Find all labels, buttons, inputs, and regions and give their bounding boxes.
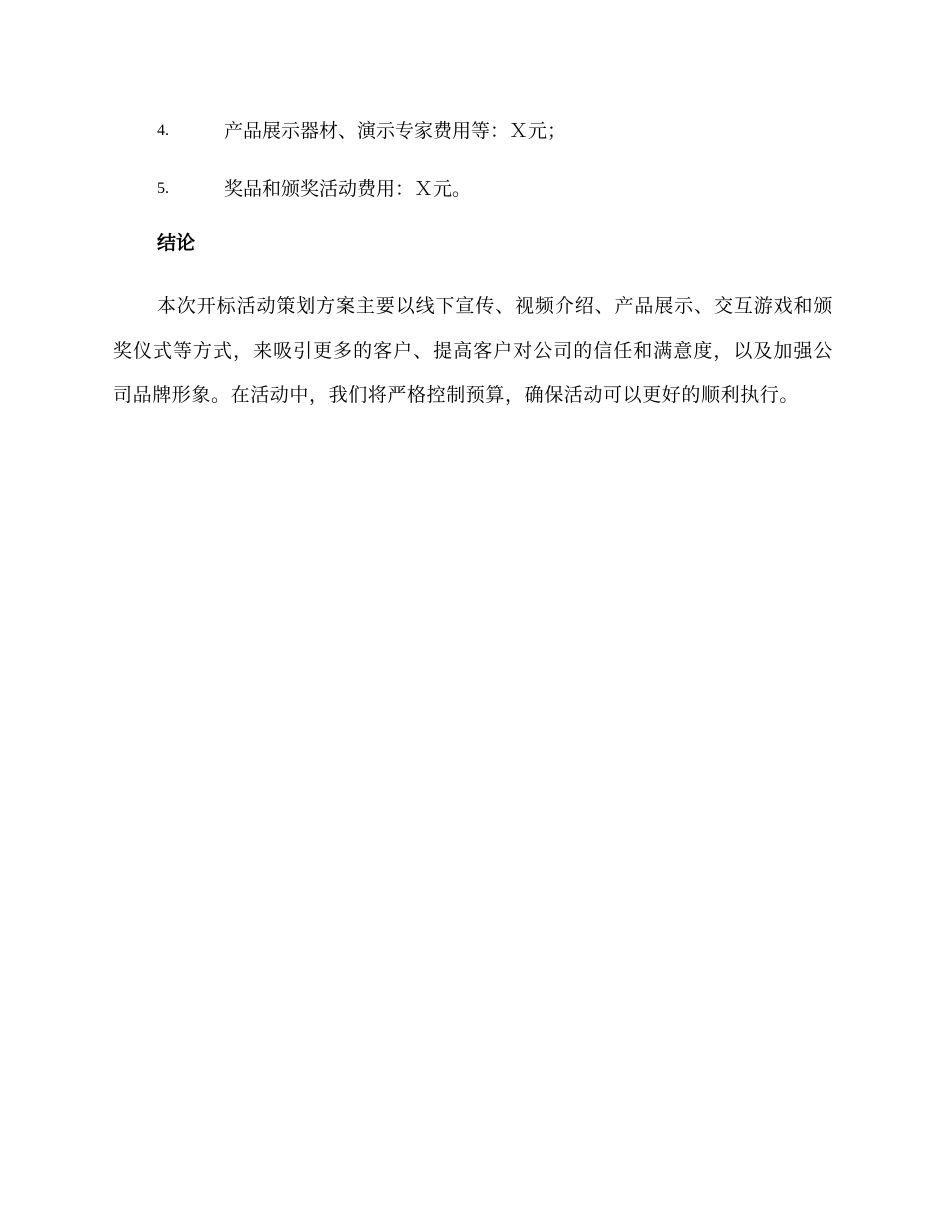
list-item-text: 奖品和颁奖活动费用：Ｘ元。 [224, 178, 472, 200]
list-item-text: 产品展示器材、演示专家费用等：Ｘ元； [224, 120, 567, 142]
conclusion-heading: 结论 [157, 232, 196, 254]
list-item [0, 119, 950, 159]
conclusion-paragraph: 本次开标活动策划方案主要以线下宣传、视频介绍、产品展示、交互游戏和颁奖仪式等方式，来吸引更多的客户、提高客户对公司的信任和满意度，以及加强公司品牌形象。在活动中，我们将严格控制预算，确保活动可以更好的顺利执行。 [113, 295, 833, 406]
list-item-number: 5. [157, 180, 169, 197]
list-item-number: 4. [157, 122, 169, 139]
list-item [0, 177, 950, 217]
